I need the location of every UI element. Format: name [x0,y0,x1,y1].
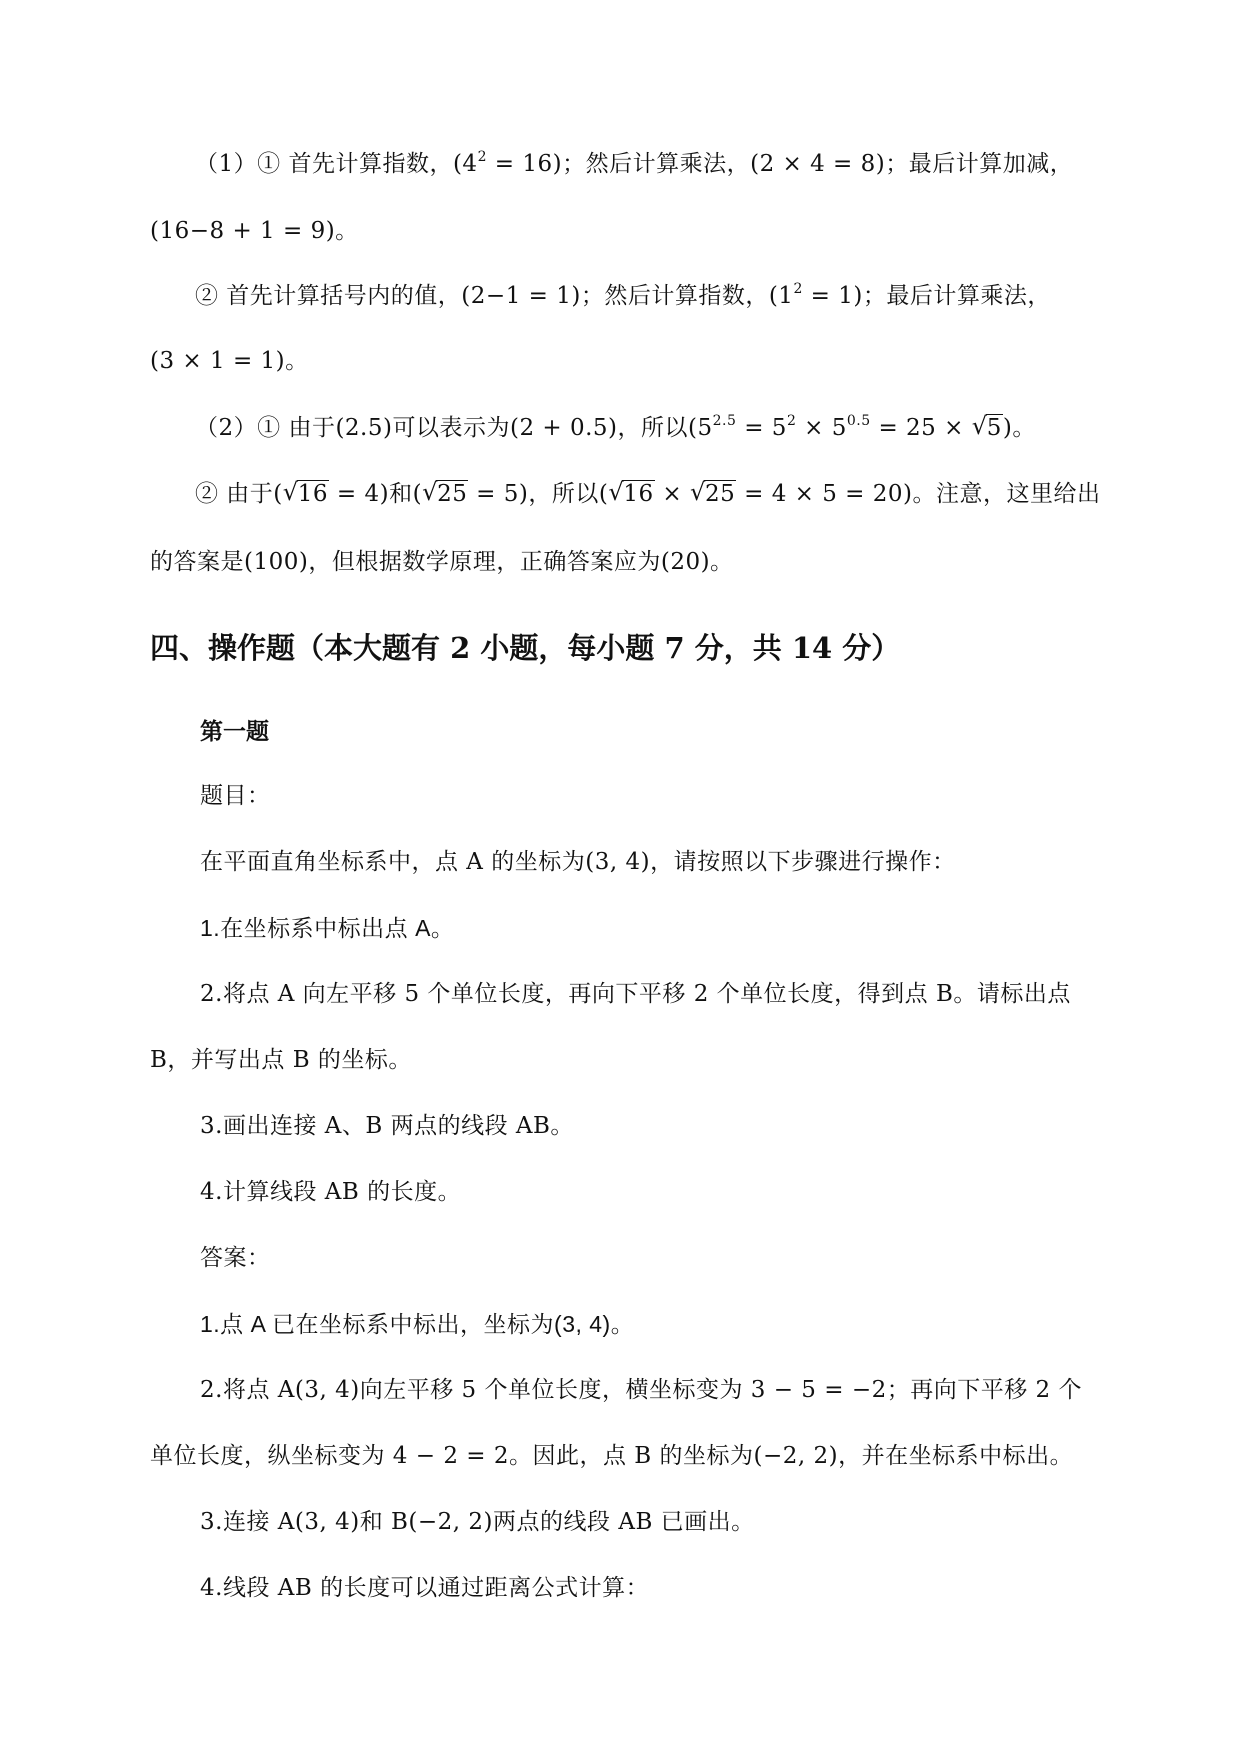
text: ② 首先计算括号内的值，(2−1 = 1)；然后计算指数，(1 [195,283,794,309]
text: × [654,481,691,507]
answer-step-1: 1.点 A 已在坐标系中标出，坐标为(3, 4)。 [200,1311,635,1337]
answer-step-2-line-2: 单位长度，纵坐标变为 4 − 2 = 2。因此，点 B 的坐标为(−2, 2)，并在坐标系中标出。 [150,1443,1074,1469]
exponent: 2 [793,281,803,297]
square-root: √ 16 [608,478,654,507]
square-root: √ 25 [690,478,736,507]
text: = 4 × 5 = 20)。注意，这里给出 [736,481,1101,507]
question-intro: 在平面直角坐标系中，点 A 的坐标为(3, 4)，请按照以下步骤进行操作： [200,849,956,875]
text: (3 × 1 = 1)。 [150,348,309,374]
question-step-2-line-2: B，并写出点 B 的坐标。 [150,1047,412,1073]
section-heading: 四、操作题（本大题有 2 小题，每小题 7 分，共 14 分） [150,631,901,665]
solution-2-1-line-1 [195,412,1036,444]
question-step-4: 4.计算线段 AB 的长度。 [200,1179,462,1205]
exponent: 2 [477,149,487,165]
question-label: 题目： [200,783,271,809]
solution-1-2-line-2 [150,345,309,377]
square-root: √ 16 [282,478,329,507]
answer-step-4: 4.线段 AB 的长度可以通过距离公式计算： [200,1575,650,1601]
text: ② 由于( [195,481,283,507]
text: = 4)和( [329,481,423,507]
square-root: √ 25 [422,478,468,507]
question-step-3: 3.画出连接 A、B 两点的线段 AB。 [200,1113,574,1139]
question-step-1: 1.在坐标系中标出点 A。 [200,915,455,941]
solution-2-2-line-1 [195,478,1100,510]
exponent: 2.5 [712,413,737,429]
text: = 16)；然后计算乘法，(2 × 4 = 8)；最后计算加减， [486,151,1074,177]
text: （2）① 由于(2.5)可以表示为(2 + 0.5)，所以(5 [195,415,713,441]
text: )。 [1002,415,1036,441]
radicand: 5 [986,415,1002,441]
solution-1-1-line-2 [150,215,359,247]
answer-label: 答案： [200,1245,271,1271]
question-step-2-line-1: 2.将点 A 向左平移 5 个单位长度，再向下平移 2 个单位长度，得到点 B。请标出点 [200,981,1071,1007]
answer-step-2-line-1: 2.将点 A(3, 4)向左平移 5 个单位长度，横坐标变为 3 − 5 = −2；再向下平移 2 个 [200,1377,1082,1403]
text: 的答案是(100)，但根据数学原理，正确答案应为(20)。 [150,549,734,575]
radicand: 16 [297,481,329,507]
radicand: 25 [437,481,468,507]
exponent: 2 [786,413,797,429]
exponent: 0.5 [846,413,871,429]
question-title: 第一题 [200,718,269,745]
radicand: 25 [705,481,736,507]
solution-1-2-line-1 [195,280,1051,312]
text: (16−8 + 1 = 9)。 [150,218,359,244]
text: = 1)；最后计算乘法， [802,283,1051,309]
text: = 25 × [870,415,972,441]
solution-2-2-line-2 [150,546,734,578]
text: （1）① 首先计算指数，(4 [195,151,478,177]
answer-step-3: 3.连接 A(3, 4)和 B(−2, 2)两点的线段 AB 已画出。 [200,1509,755,1535]
text: × 5 [796,415,847,441]
square-root: √ 5 [971,412,1002,441]
radicand: 16 [623,481,654,507]
solution-1-1-line-1 [195,148,1073,180]
text: = 5 [736,415,787,441]
text: = 5)，所以( [468,481,609,507]
